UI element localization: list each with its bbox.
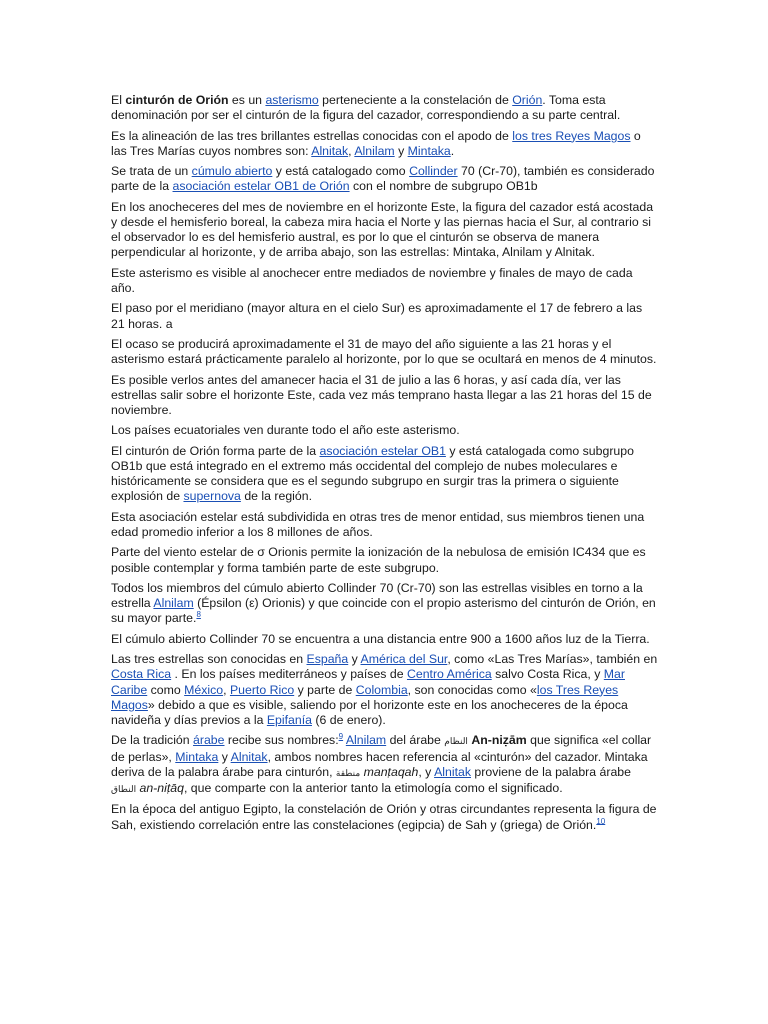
text: y parte de (294, 682, 356, 697)
text: , que comparte con la anterior tanto la etimología como el significado. (183, 780, 563, 795)
text: Las tres estrellas son conocidas en (111, 652, 307, 667)
text: En la época del antiguo Egipto, la constelación de Orión y otras circundantes representa la figura de Sah, existiendo correlación entre las constelaciones (egipcia) de Sah y (griega) de Orión. (111, 802, 657, 832)
link-asociacion-ob1-orion[interactable]: asociación estelar OB1 de Orión (172, 179, 350, 194)
link-alnilam[interactable]: Alnilam (354, 143, 395, 158)
link-alnilam[interactable]: Alnilam (345, 733, 387, 748)
paragraph-amanecer: Es posible verlos antes del amanecer hacia el 31 de julio a las 6 horas, y así cada día, ver las estrellas salir sobre el horizonte Este, cada vez más temprano hasta llegar a las 21 horas del 15 de noviembre. (111, 372, 652, 417)
link-supernova[interactable]: supernova (183, 489, 241, 504)
link-colombia[interactable]: Colombia (355, 682, 408, 697)
text: con el nombre de subgrupo OB1b (349, 179, 538, 194)
text: , ambos nombres hacen referencia al «cinturón» del cazador. Mintaka deriva de la palabra árabe para cinturón, (111, 749, 648, 779)
link-alnitak[interactable]: Alnitak (434, 764, 471, 779)
link-costa-rica[interactable]: Costa Rica (111, 667, 172, 682)
paragraph-anocheceres: En los anocheceres del mes de noviembre en el horizonte Este, la figura del cazador está acostada y desde el hemisferio boreal, la cabeza mira hacia el Norte y las piernas hacia el Sur, al contrario si el observador lo es del hemisferio austral, es por lo que el cinturón se observa de manera perpendicular al horizonte, y de arriba abajo, son las estrellas: Mintaka, Alnilam y Alnitak. (111, 199, 654, 260)
footnote-ref-9[interactable]: 9 (338, 732, 344, 742)
text: » debido a que es visible, saliendo por el horizonte este en los anocheceres de la época navideña y días previos a la (111, 697, 628, 727)
paragraph-asociacion (111, 444, 659, 505)
link-arabe[interactable]: árabe (193, 733, 225, 748)
paragraph-cumulo (111, 164, 659, 194)
link-epifania[interactable]: Epifanía (266, 712, 312, 727)
article-subject: cinturón de Orión (125, 93, 229, 107)
text: y (348, 652, 361, 667)
link-mintaka[interactable]: Mintaka (407, 143, 451, 158)
paragraph-distancia: El cúmulo abierto Collinder 70 se encuentra a una distancia entre 900 a 1600 años luz de la Tierra. (111, 631, 650, 646)
link-espana[interactable]: España (306, 652, 349, 667)
transliteration-italic: an-niṭāq (139, 780, 184, 795)
paragraph-miembros (111, 581, 659, 627)
arabic-text: منطقة (335, 767, 361, 778)
text: . Toma esta denominación por ser el cinturón de la figura del cazador, correspondiendo a su parte central. (111, 93, 621, 123)
paragraph-meridiano: El paso por el meridiano (mayor altura en el cielo Sur) es aproximadamente el 17 de febrero a las 21 horas. a (111, 301, 643, 331)
transliteration-italic: manṭaqah (363, 764, 419, 779)
link-tres-reyes-magos[interactable]: los tres Reyes Magos (512, 128, 631, 143)
text: De la tradición (111, 733, 194, 748)
paragraph-ecuatoriales: Los países ecuatoriales ven durante todo el año este asterismo. (111, 423, 460, 438)
text: recibe sus nombres: (224, 733, 339, 748)
arabic-text: النظام (444, 736, 468, 747)
paragraph-subdivision: Esta asociación estelar está subdividida en otras tres de menor entidad, sus miembros tienen una edad promedio inferior a los 8 millones de años. (111, 509, 645, 539)
text: , y (418, 764, 435, 779)
link-centro-america[interactable]: Centro América (406, 667, 492, 682)
link-alnitak[interactable]: Alnitak (230, 749, 268, 764)
text: como (147, 682, 185, 697)
link-orion[interactable]: Orión (512, 93, 543, 107)
link-asociacion-ob1[interactable]: asociación estelar OB1 (319, 443, 446, 458)
link-cumulo-abierto[interactable]: cúmulo abierto (191, 164, 273, 179)
text: es un (228, 93, 266, 107)
paragraph-viento-estelar: Parte del viento estelar de σ Orionis permite la ionización de la nebulosa de emisión IC434 que es posible contemplar y forma también parte de este subgrupo. (111, 545, 646, 575)
article-body (111, 93, 659, 838)
link-collinder[interactable]: Collinder (409, 164, 458, 179)
footnote-ref-10[interactable]: 10 (596, 816, 606, 826)
text: El (111, 93, 126, 107)
text: y (394, 143, 408, 158)
paragraph-intro (111, 93, 659, 123)
text: , son conocidas como « (407, 682, 537, 697)
arabic-text: النطاق (111, 783, 137, 794)
text: y (218, 749, 231, 764)
text: del árabe (386, 733, 445, 748)
link-mexico[interactable]: México (184, 682, 224, 697)
text: proviene de la palabra árabe (471, 764, 631, 779)
text: Es la alineación de las tres brillantes estrellas conocidas con el apodo de (111, 128, 513, 143)
text: perteneciente a la constelación de (318, 93, 513, 107)
paragraph-alineacion (111, 129, 659, 159)
link-alnilam[interactable]: Alnilam (153, 596, 194, 611)
link-los-tres-reyes-magos[interactable]: los Tres Reyes Magos (111, 682, 619, 712)
link-mar-caribe[interactable]: Mar Caribe (111, 667, 625, 697)
text: que significa «el collar de perlas», (111, 733, 652, 764)
text: y está catalogada como subgrupo OB1b que está integrado en el extremo más occidental del complejo de nubes moleculares e históricamente se considera que es el segundo subgrupo en surgir tras la primera o siguiente explosión de (111, 443, 634, 504)
text: . En los países mediterráneos y países de (171, 667, 407, 682)
footnote-ref-8[interactable]: 8 (196, 610, 201, 620)
text: o las Tres Marías cuyos nombres son: (111, 128, 641, 158)
text: El cinturón de Orión forma parte de la (111, 443, 320, 458)
text: y está catalogado como (272, 164, 410, 179)
link-alnitak[interactable]: Alnitak (311, 143, 349, 158)
text: salvo Costa Rica, y (491, 667, 604, 682)
link-puerto-rico[interactable]: Puerto Rico (229, 682, 295, 697)
text: , como «Las Tres Marías», también en (447, 652, 658, 667)
paragraph-egipto (111, 802, 659, 832)
text: , (348, 143, 355, 158)
text: (Épsilon (ε) Orionis) y que coincide con el propio asterismo del cinturón de Orión, en su mayor parte. (111, 596, 656, 626)
paragraph-etimologia (111, 733, 659, 797)
link-asterismo[interactable]: asterismo (265, 93, 319, 107)
text: . (450, 143, 455, 158)
link-america-del-sur[interactable]: América del Sur (360, 652, 448, 667)
transliteration-bold: An-niẓām (471, 733, 527, 748)
text: Todos los miembros del cúmulo abierto Collinder 70 (Cr-70) son las estrellas visibles en torno a la estrella (111, 580, 643, 611)
link-mintaka[interactable]: Mintaka (175, 749, 219, 764)
text: (6 de enero). (311, 712, 386, 727)
text: , (223, 682, 230, 697)
text: Se trata de un (111, 164, 192, 179)
paragraph-nombres-populares (111, 652, 659, 728)
paragraph-visibilidad: Este asterismo es visible al anochecer entre mediados de noviembre y finales de mayo de cada año. (111, 265, 633, 295)
text: de la región. (240, 489, 313, 504)
paragraph-ocaso: El ocaso se producirá aproximadamente el 31 de mayo del año siguiente a las 21 horas y el asterismo estará prácticamente paralelo al horizonte, por lo que se ocultará en menos de 4 minutos. (111, 336, 657, 367)
text: 70 (Cr-70), también es considerado parte de la (111, 164, 655, 194)
